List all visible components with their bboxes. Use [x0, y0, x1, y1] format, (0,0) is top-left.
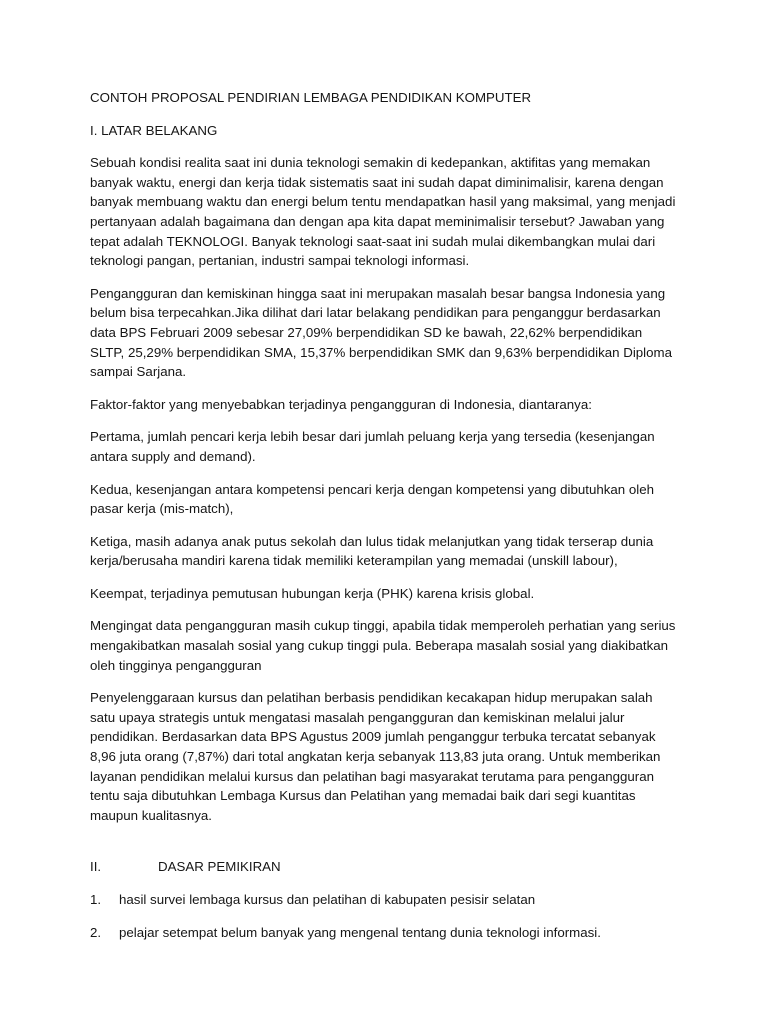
list-item-number: 1. — [90, 892, 102, 907]
paragraph: Faktor-faktor yang menyebabkan terjadinya pengangguran di Indonesia, diantaranya: — [90, 396, 592, 412]
paragraph: Sebuah kondisi realita saat ini dunia teknologi semakin di kedepankan, aktifitas yang memakan banyak waktu, energi dan kerja tidak sistematis saat ini sudah dapat diminimalisir, karena dengan banyak membuang waktu dan energi belum tentu mendapatkan hasil yang maksimal, yang menjadi pertanyaan adalah bagaimana dan dengan apa kita dapat meminimalisir tersebut? Jawaban yang tepat adalah TEKNOLOGI. Banyak teknologi saat-saat ini sudah mulai dikembangkan mulai dari teknologi pangan, pertanian, industri sampai teknologi informasi. — [90, 155, 676, 269]
paragraph: Mengingat data pengangguran masih cukup tinggi, apabila tidak memperoleh perhatian yang serius mengakibatkan masalah sosial yang cukup tinggi pula. Beberapa masalah sosial yang diakibatkan oleh tingginya pengangguran — [90, 618, 676, 673]
paragraph: Penyelenggaraan kursus dan pelatihan berbasis pendidikan kecakapan hidup merupakan salah satu upaya strategis untuk mengatasi masalah pengangguran dan kemiskinan melalui jalur pendidikan. Berdasarkan data BPS Agustus 2009 jumlah penganggur terbuka tercatat sebanyak 8,96 juta orang (7,87%) dari total angkatan kerja sebanyak 113,83 juta orang. Untuk memberikan layanan pendidikan melalui kursus dan pelatihan bagi masyarakat terutama para pengangguran tentu saja dibutuhkan Lembaga Kursus dan Pelatihan yang memadai baik dari segi kuantitas maupun kualitasnya. — [90, 690, 661, 823]
section-number: II. — [90, 859, 102, 875]
list-item — [90, 923, 680, 943]
document-title: CONTOH PROPOSAL PENDIRIAN LEMBAGA PENDIDIKAN KOMPUTER — [90, 90, 532, 105]
document-page — [90, 88, 680, 955]
list-item-text: hasil survei lembaga kursus dan pelatihan di kabupaten pesisir selatan — [119, 892, 536, 907]
list-item — [90, 890, 680, 910]
paragraph: Kedua, kesenjangan antara kompetensi pencari kerja dengan kompetensi yang dibutuhkan oleh pasar kerja (mis-match), — [90, 481, 655, 517]
paragraph: Keempat, terjadinya pemutusan hubungan kerja (PHK) karena krisis global. — [90, 585, 535, 601]
blank-line — [90, 838, 680, 857]
paragraph: Ketiga, masih adanya anak putus sekolah dan lulus tidak melanjutkan yang tidak terserap dunia kerja/berusaha mandiri karena tidak memiliki keterampilan yang memadai (unskill labour), — [90, 533, 654, 569]
section-heading-latar-belakang: I. LATAR BELAKANG — [90, 122, 218, 138]
section-heading-dasar-pemikiran — [90, 857, 680, 877]
list-item-text: pelajar setempat belum banyak yang mengenal tentang dunia teknologi informasi. — [119, 924, 601, 940]
list-item-number: 2. — [90, 924, 102, 940]
paragraph: Pertama, jumlah pencari kerja lebih besar dari jumlah peluang kerja yang tersedia (kesenjangan antara supply and demand). — [90, 429, 655, 464]
section-heading-label: DASAR PEMIKIRAN — [158, 859, 281, 875]
paragraph: Pengangguran dan kemiskinan hingga saat ini merupakan masalah besar bangsa Indonesia yang belum bisa terpecahkan.Jika dilihat dari latar belakang pendidikan para penganggur berdasarkan data BPS Februari 2009 sebesar 27,09% berpendidikan SD ke bawah, 22,62% berpendidikan SLTP, 25,29% berpendidikan SMA, 15,37% berpendidikan SMK dan 9,63% berpendidikan Diploma sampai Sarjana. — [90, 285, 672, 380]
